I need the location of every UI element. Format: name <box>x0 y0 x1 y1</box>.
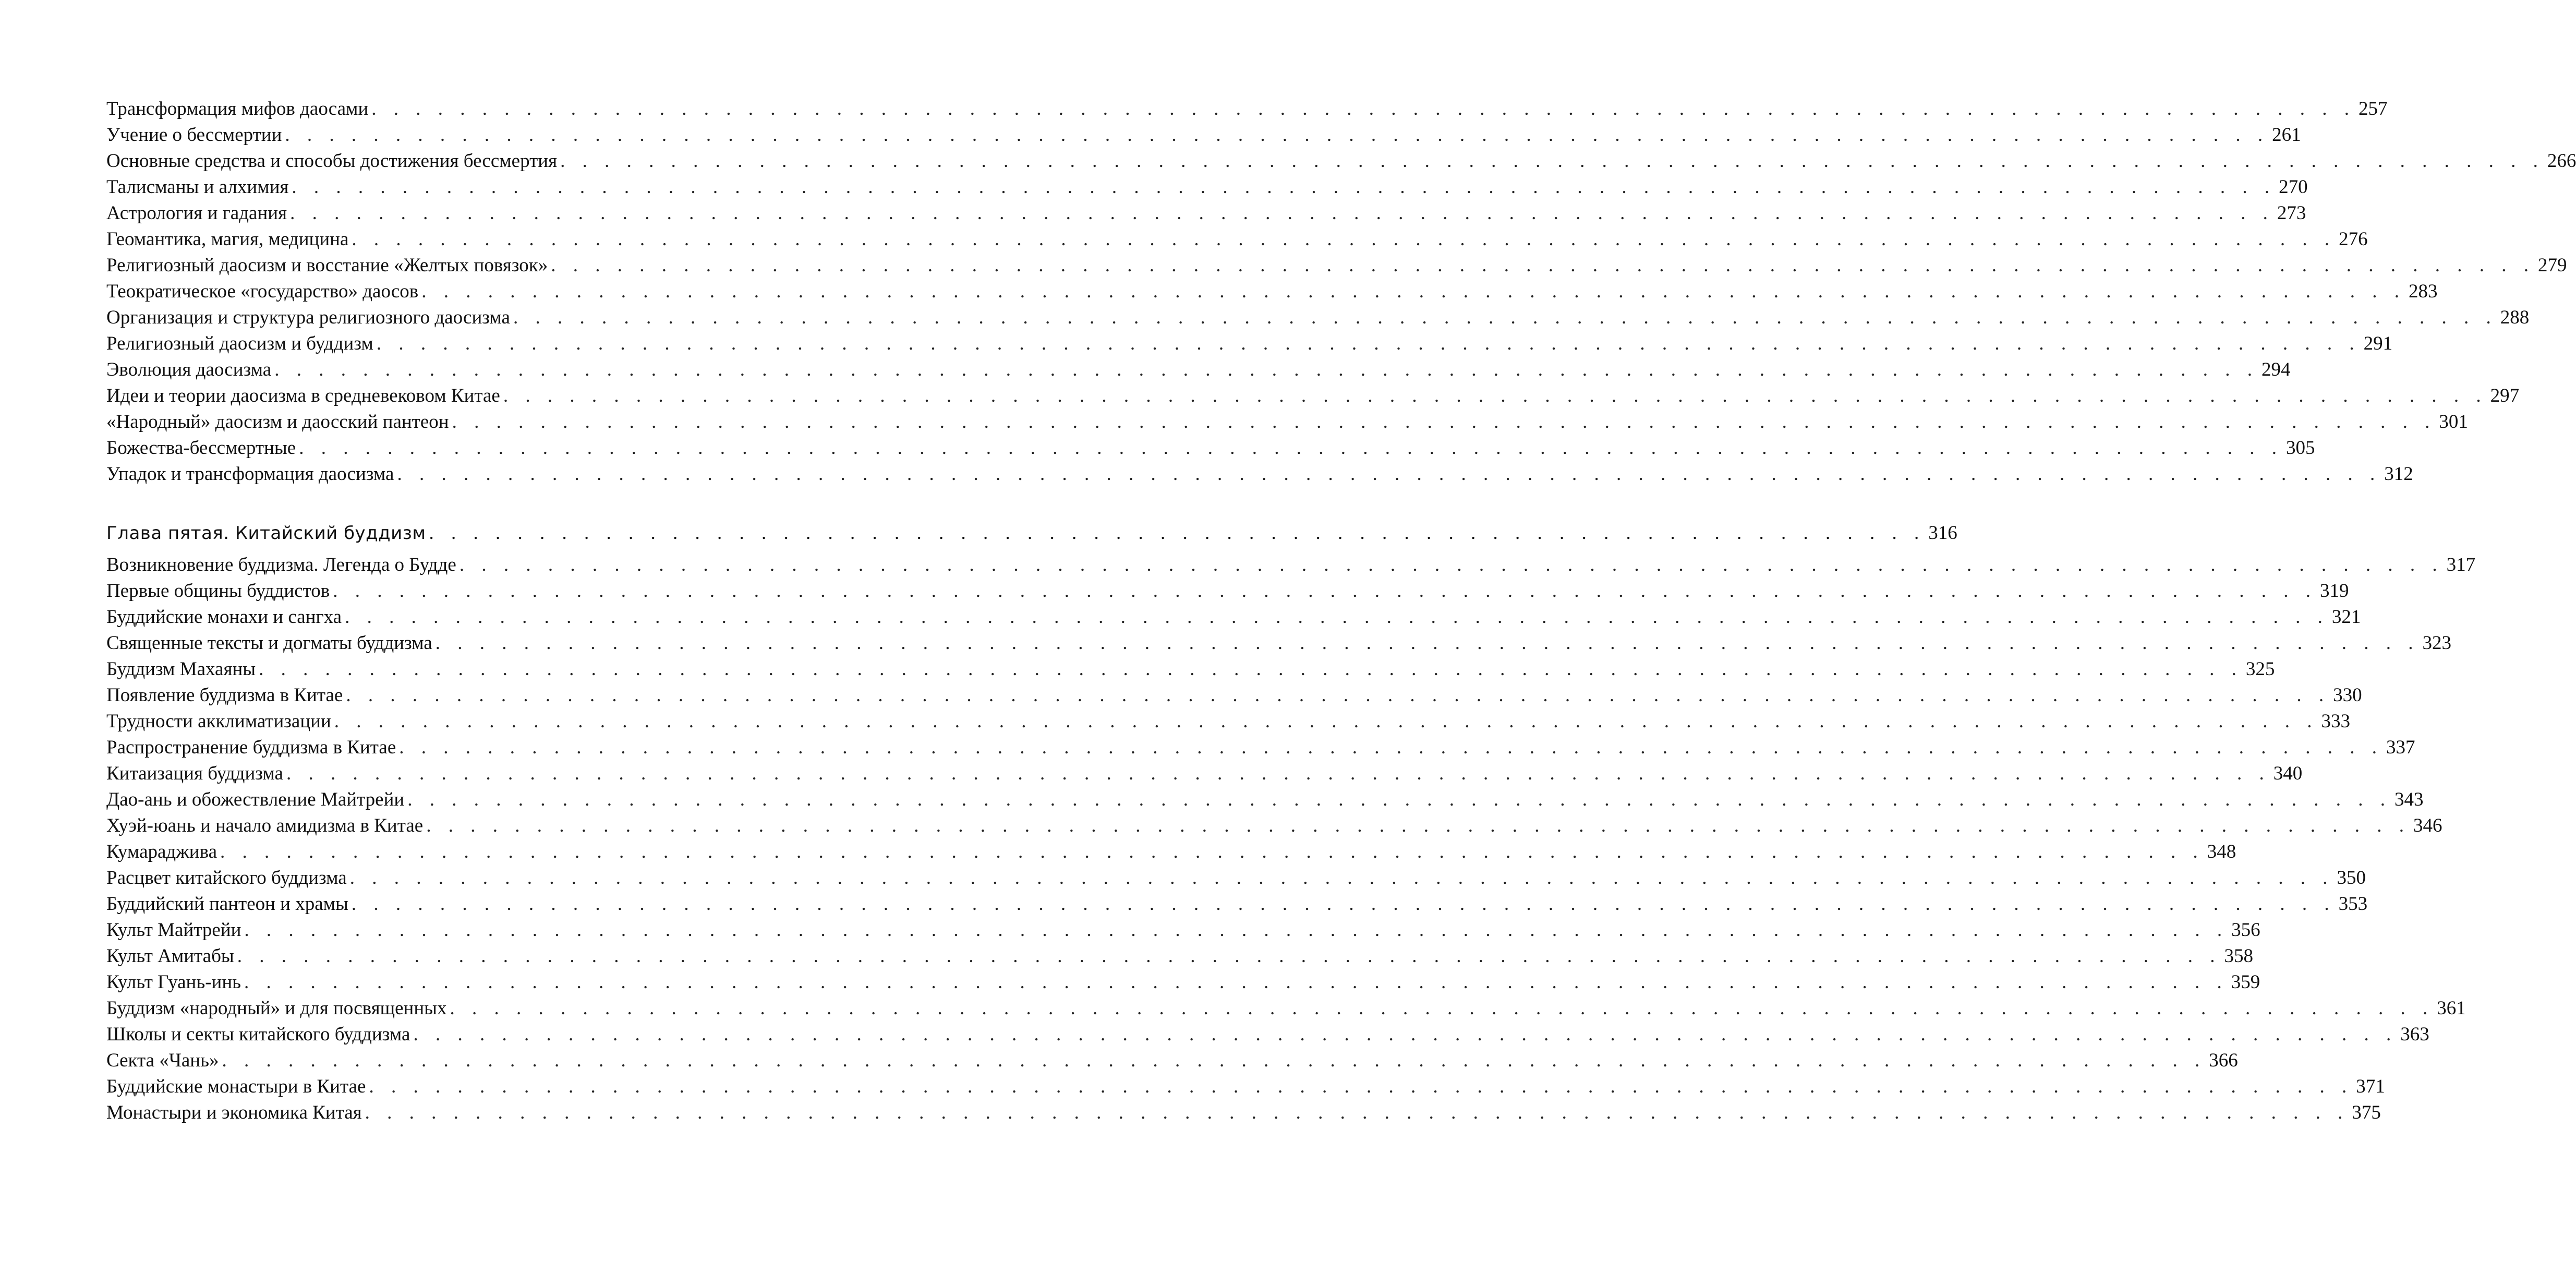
dot-leader: . . . . . . . . . . . . . . . . . . . . . . . . . . . . . . . . . . . . . . . . . . . . . . . . . . . . . . . . . . . . . . . . . . . . . . . . . . . . . . . . . . . . . . . . . . <box>426 815 2410 836</box>
toc-entry-page-number: 323 <box>2422 632 2452 654</box>
toc-entry-page-number: 330 <box>2333 685 2362 706</box>
toc-entry-title: Монастыри и экономика Китая <box>106 1102 362 1123</box>
toc-entry-title: Астрология и гадания <box>106 202 287 224</box>
toc-entry[interactable] <box>106 578 2349 604</box>
toc-entry-page-number: 270 <box>2279 176 2308 198</box>
dot-leader: . . . . . . . . . . . . . . . . . . . . . . . . . . . . . . . . . . . . . . . . . . . . . . . . . . . . . . . . . . . . . . . . . . . . . . . . . . . . . . . . . . . . . . . . . . <box>220 841 2204 862</box>
chapter-page-number: 316 <box>1928 522 1957 544</box>
toc-entry-title: Хуэй-юань и начало амидизма в Китае <box>106 815 424 836</box>
dot-leader: . . . . . . . . . . . . . . . . . . . . . . . . . . . . . . . . . . . . . . . . . . . . . . . . . . . . . . . . . . . . . . . . . . . . . . . . . . . . . . . . . . . . . . . . . . <box>351 893 2336 915</box>
toc-entry-title: Геомантика, магия, медицина <box>106 229 349 250</box>
toc-entry[interactable] <box>106 435 2315 461</box>
toc-entry[interactable] <box>106 552 2476 578</box>
toc-entry-page-number: 359 <box>2231 971 2260 993</box>
toc-entry-title: «Народный» даосизм и даосский пантеон <box>106 411 449 433</box>
dot-leader: . . . . . . . . . . . . . . . . . . . . . . . . . . . . . . . . . . . . . . . . . . . . . . . . . . . . . . . . . . . . . . . . . . . . . . . . . . . . . . . . . . . . . . . . . . <box>285 124 2269 146</box>
toc-entry-title: Расцвет китайского буддизма <box>106 867 347 889</box>
toc-entry[interactable] <box>106 1100 2381 1126</box>
toc-entry-title: Китаизация буддизма <box>106 763 283 784</box>
dot-leader: . . . . . . . . . . . . . . . . . . . . . . . . . . . . . . . . . . . . . . . . . . . . . . . . . . . . . . . . . . . . . . . . . . . . . . . . . . . . . . . . . . . . . . . . . . <box>365 1102 2349 1123</box>
dot-leader: . . . . . . . . . . . . . . . . . . . . . . . . . . . . . . . . . . . . . . . . . . . . . . . . . . . . . . . . . . . . . . . . . . . . . . . . . . . . . . . . . . . . . . . . . . <box>413 1024 2398 1045</box>
toc-entry-page-number: 257 <box>2359 98 2388 119</box>
toc-entry-page-number: 291 <box>2363 333 2393 354</box>
chapter-heading[interactable] <box>106 519 1957 548</box>
toc-section-buddhism <box>106 552 2476 1126</box>
toc-entry[interactable] <box>106 357 2291 383</box>
toc-entry-page-number: 279 <box>2537 255 2567 276</box>
toc-entry-page-number: 283 <box>2409 281 2438 302</box>
dot-leader: . . . . . . . . . . . . . . . . . . . . . . . . . . . . . . . . . . . . . . . . . . . . . . . . . . . . . . . . . . . . . . . . . . . . . . . . . . . . . . . . . . . . . . . . . . <box>435 632 2420 654</box>
toc-entry[interactable] <box>106 839 2236 865</box>
dot-leader: . . . . . . . . . . . . . . . . . . . . . . . . . . . . . . . . . . . . . . . . . . . . . . . . . . . . . . . . . . . . . . . . . . . . <box>429 522 1926 544</box>
toc-entry[interactable] <box>106 174 2308 200</box>
toc-entry-page-number: 361 <box>2437 998 2466 1019</box>
toc-entry-page-number: 266 <box>2547 150 2576 172</box>
toc-entry[interactable] <box>106 891 2368 917</box>
dot-leader: . . . . . . . . . . . . . . . . . . . . . . . . . . . . . . . . . . . . . . . . . . . . . . . . . . . . . . . . . . . . . . . . . . . . . . . . . . . . . . . . . . . . . . . . . . <box>222 1050 2206 1071</box>
toc-entry[interactable] <box>106 943 2254 969</box>
toc-entry[interactable] <box>106 630 2452 656</box>
toc-entry[interactable] <box>106 813 2442 839</box>
toc-entry[interactable] <box>106 1048 2238 1074</box>
dot-leader: . . . . . . . . . . . . . . . . . . . . . . . . . . . . . . . . . . . . . . . . . . . . . . . . . . . . . . . . . . . . . . . . . . . . . . . . . . . . . . . . . . . . . . . . . . <box>334 711 2318 732</box>
toc-entry[interactable] <box>106 865 2366 891</box>
toc-entry-title: Буддийские монастыри в Китае <box>106 1076 366 1097</box>
toc-entry-page-number: 363 <box>2400 1024 2429 1045</box>
dot-leader: . . . . . . . . . . . . . . . . . . . . . . . . . . . . . . . . . . . . . . . . . . . . . . . . . . . . . . . . . . . . . . . . . . . . . . . . . . . . . . . . . . . . . . . . . . <box>450 998 2434 1019</box>
dot-leader: . . . . . . . . . . . . . . . . . . . . . . . . . . . . . . . . . . . . . . . . . . . . . . . . . . . . . . . . . . . . . . . . . . . . . . . . . . . . . . . . . . . . . . . . . . <box>333 580 2317 602</box>
toc-entry[interactable] <box>106 735 2415 761</box>
dot-leader: . . . . . . . . . . . . . . . . . . . . . . . . . . . . . . . . . . . . . . . . . . . . . . . . . . . . . . . . . . . . . . . . . . . . . . . . . . . . . . . . . . . . . . . . . . <box>513 307 2497 328</box>
toc-entry[interactable] <box>106 226 2368 253</box>
toc-entry-page-number: 337 <box>2386 737 2415 758</box>
dot-leader: . . . . . . . . . . . . . . . . . . . . . . . . . . . . . . . . . . . . . . . . . . . . . . . . . . . . . . . . . . . . . . . . . . . . . . . . . . . . . . . . . . . . . . . . . . <box>292 176 2276 198</box>
toc-entry[interactable] <box>106 253 2567 279</box>
toc-entry-title: Дао-ань и обожествление Майтрейи <box>106 789 405 810</box>
section-spacer <box>106 487 715 519</box>
toc-entry-title: Упадок и трансформация даосизма <box>106 463 394 485</box>
dot-leader: . . . . . . . . . . . . . . . . . . . . . . . . . . . . . . . . . . . . . . . . . . . . . . . . . . . . . . . . . . . . . . . . . . . . . . . . . . . . . . . . . . . . . . . . . . <box>459 554 2444 575</box>
toc-entry-page-number: 312 <box>2384 463 2413 485</box>
toc-entry-title: Буддийские монахи и сангха <box>106 606 342 628</box>
toc-entry-page-number: 366 <box>2209 1050 2238 1071</box>
toc-entry[interactable] <box>106 1074 2385 1100</box>
toc-entry[interactable] <box>106 969 2260 995</box>
toc-entry[interactable] <box>106 604 2361 630</box>
toc-entry[interactable] <box>106 279 2438 305</box>
toc-entry-page-number: 333 <box>2321 711 2350 732</box>
toc-entry-title: Культ Амитабы <box>106 945 234 967</box>
toc-entry-title: Культ Гуань-инь <box>106 971 241 993</box>
dot-leader: . . . . . . . . . . . . . . . . . . . . . . . . . . . . . . . . . . . . . . . . . . . . . . . . . . . . . . . . . . . . . . . . . . . . . . . . . . . . . . . . . . . . . . . . . . <box>352 229 2336 250</box>
dot-leader: . . . . . . . . . . . . . . . . . . . . . . . . . . . . . . . . . . . . . . . . . . . . . . . . . . . . . . . . . . . . . . . . . . . . . . . . . . . . . . . . . . . . . . . . . . <box>345 606 2329 628</box>
toc-entry-title: Религиозный даосизм и восстание «Желтых повязок» <box>106 255 548 276</box>
toc-entry-title: Учение о бессмертии <box>106 124 282 146</box>
dot-leader: . . . . . . . . . . . . . . . . . . . . . . . . . . . . . . . . . . . . . . . . . . . . . . . . . . . . . . . . . . . . . . . . . . . . . . . . . . . . . . . . . . . . . . . . . . <box>346 685 2330 706</box>
chapter-title: Глава пятая. Китайский буддизм <box>106 523 426 544</box>
toc-entry[interactable] <box>106 656 2275 682</box>
toc-entry-title: Возникновение буддизма. Легенда о Будде <box>106 554 456 575</box>
toc-entry-title: Школы и секты китайского буддизма <box>106 1024 410 1045</box>
toc-entry-page-number: 371 <box>2356 1076 2385 1097</box>
toc-entry-title: Первые общины буддистов <box>106 580 330 602</box>
dot-leader: . . . . . . . . . . . . . . . . . . . . . . . . . . . . . . . . . . . . . . . . . . . . . . . . . . . . . . . . . . . . . . . . . . . . . . . . . . . . . . . . . . . . . . . . . . <box>244 971 2228 993</box>
toc-entry-title: Кумараджива <box>106 841 217 862</box>
toc-entry-page-number: 288 <box>2500 307 2530 328</box>
toc-entry-title: Религиозный даосизм и буддизм <box>106 333 373 354</box>
dot-leader: . . . . . . . . . . . . . . . . . . . . . . . . . . . . . . . . . . . . . . . . . . . . . . . . . . . . . . . . . . . . . . . . . . . . . . . . . . . . . . . . . . . . . . . . . . <box>244 919 2229 941</box>
toc-entry-title: Появление буддизма в Китае <box>106 685 343 706</box>
dot-leader: . . . . . . . . . . . . . . . . . . . . . . . . . . . . . . . . . . . . . . . . . . . . . . . . . . . . . . . . . . . . . . . . . . . . . . . . . . . . . . . . . . . . . . . . . . <box>551 255 2535 276</box>
toc-entry-page-number: 317 <box>2446 554 2476 575</box>
toc-entry-page-number: 350 <box>2337 867 2366 889</box>
toc-entry-title: Трансформация мифов даосами <box>106 98 369 119</box>
toc-entry-page-number: 301 <box>2439 411 2468 433</box>
toc-entry[interactable] <box>106 787 2424 813</box>
toc-entry[interactable] <box>106 995 2466 1022</box>
toc-entry-title: Теократическое «государство» даосов <box>106 281 419 302</box>
table-of-contents <box>106 96 2576 1126</box>
toc-entry-title: Эволюция даосизма <box>106 359 272 380</box>
toc-entry[interactable] <box>106 331 2393 357</box>
toc-entry-title: Секта «Чань» <box>106 1050 219 1071</box>
toc-entry-title: Буддизм Махаяны <box>106 658 256 680</box>
toc-entry-page-number: 343 <box>2394 789 2424 810</box>
toc-entry[interactable] <box>106 1022 2429 1048</box>
dot-leader: . . . . . . . . . . . . . . . . . . . . . . . . . . . . . . . . . . . . . . . . . . . . . . . . . . . . . . . . . . . . . . . . . . . . . . . . . . . . . . . . . . . . . . . . . . <box>299 437 2283 459</box>
dot-leader: . . . . . . . . . . . . . . . . . . . . . . . . . . . . . . . . . . . . . . . . . . . . . . . . . . . . . . . . . . . . . . . . . . . . . . . . . . . . . . . . . . . . . . . . . . <box>503 385 2487 406</box>
toc-entry-title: Культ Майтрейи <box>106 919 241 941</box>
dot-leader: . . . . . . . . . . . . . . . . . . . . . . . . . . . . . . . . . . . . . . . . . . . . . . . . . . . . . . . . . . . . . . . . . . . . . . . . . . . . . . . . . . . . . . . . . . <box>237 945 2221 967</box>
dot-leader: . . . . . . . . . . . . . . . . . . . . . . . . . . . . . . . . . . . . . . . . . . . . . . . . . . . . . . . . . . . . . . . . . . . . . . . . . . . . . . . . . . . . . . . . . . <box>290 202 2274 224</box>
dot-leader: . . . . . . . . . . . . . . . . . . . . . . . . . . . . . . . . . . . . . . . . . . . . . . . . . . . . . . . . . . . . . . . . . . . . . . . . . . . . . . . . . . . . . . . . . . <box>259 658 2243 680</box>
toc-entry-page-number: 375 <box>2352 1102 2381 1123</box>
dot-leader: . . . . . . . . . . . . . . . . . . . . . . . . . . . . . . . . . . . . . . . . . . . . . . . . . . . . . . . . . . . . . . . . . . . . . . . . . . . . . . . . . . . . . . . . . . <box>452 411 2436 433</box>
toc-entry[interactable] <box>106 200 2306 226</box>
dot-leader: . . . . . . . . . . . . . . . . . . . . . . . . . . . . . . . . . . . . . . . . . . . . . . . . . . . . . . . . . . . . . . . . . . . . . . . . . . . . . . . . . . . . . . . . . . <box>274 359 2258 380</box>
dot-leader: . . . . . . . . . . . . . . . . . . . . . . . . . . . . . . . . . . . . . . . . . . . . . . . . . . . . . . . . . . . . . . . . . . . . . . . . . . . . . . . . . . . . . . . . . . <box>397 463 2381 485</box>
toc-entry-page-number: 294 <box>2261 359 2291 380</box>
toc-entry[interactable] <box>106 305 2530 331</box>
dot-leader: . . . . . . . . . . . . . . . . . . . . . . . . . . . . . . . . . . . . . . . . . . . . . . . . . . . . . . . . . . . . . . . . . . . . . . . . . . . . . . . . . . . . . . . . . . <box>421 281 2406 302</box>
toc-entry-page-number: 356 <box>2231 919 2260 941</box>
toc-entry[interactable] <box>106 761 2303 787</box>
dot-leader: . . . . . . . . . . . . . . . . . . . . . . . . . . . . . . . . . . . . . . . . . . . . . . . . . . . . . . . . . . . . . . . . . . . . . . . . . . . . . . . . . . . . . . . . . . <box>349 867 2334 889</box>
toc-entry-title: Распространение буддизма в Китае <box>106 737 396 758</box>
toc-section-daoism <box>106 96 2576 487</box>
toc-entry-title: Организация и структура религиозного даосизма <box>106 307 510 328</box>
toc-entry[interactable] <box>106 682 2362 709</box>
dot-leader: . . . . . . . . . . . . . . . . . . . . . . . . . . . . . . . . . . . . . . . . . . . . . . . . . . . . . . . . . . . . . . . . . . . . . . . . . . . . . . . . . . . . . . . . . . <box>371 98 2355 119</box>
toc-entry-page-number: 348 <box>2207 841 2236 862</box>
toc-entry-title: Основные средства и способы достижения бессмертия <box>106 150 558 172</box>
toc-entry[interactable] <box>106 96 2388 122</box>
toc-entry-title: Буддийский пантеон и храмы <box>106 893 348 915</box>
toc-entry-page-number: 325 <box>2245 658 2275 680</box>
toc-entry-page-number: 346 <box>2413 815 2442 836</box>
toc-entry-title: Трудности акклиматизации <box>106 711 331 732</box>
toc-entry-page-number: 353 <box>2338 893 2368 915</box>
toc-entry-page-number: 321 <box>2331 606 2361 628</box>
dot-leader: . . . . . . . . . . . . . . . . . . . . . . . . . . . . . . . . . . . . . . . . . . . . . . . . . . . . . . . . . . . . . . . . . . . . . . . . . . . . . . . . . . . . . . . . . . <box>286 763 2270 784</box>
dot-leader: . . . . . . . . . . . . . . . . . . . . . . . . . . . . . . . . . . . . . . . . . . . . . . . . . . . . . . . . . . . . . . . . . . . . . . . . . . . . . . . . . . . . . . . . . . <box>369 1076 2353 1097</box>
toc-entry[interactable] <box>106 461 2413 487</box>
toc-entry[interactable] <box>106 383 2520 409</box>
dot-leader: . . . . . . . . . . . . . . . . . . . . . . . . . . . . . . . . . . . . . . . . . . . . . . . . . . . . . . . . . . . . . . . . . . . . . . . . . . . . . . . . . . . . . . . . . . <box>399 737 2383 758</box>
toc-entry-title: Божества-бессмертные <box>106 437 296 459</box>
toc-entry[interactable] <box>106 122 2301 148</box>
toc-entry-page-number: 340 <box>2273 763 2303 784</box>
dot-leader: . . . . . . . . . . . . . . . . . . . . . . . . . . . . . . . . . . . . . . . . . . . . . . . . . . . . . . . . . . . . . . . . . . . . . . . . . . . . . . . . . . . . . . . . . . <box>407 789 2391 810</box>
toc-entry-title: Буддизм «народный» и для посвященных <box>106 998 447 1019</box>
toc-entry-page-number: 297 <box>2490 385 2520 406</box>
toc-entry[interactable] <box>106 148 2576 174</box>
dot-leader: . . . . . . . . . . . . . . . . . . . . . . . . . . . . . . . . . . . . . . . . . . . . . . . . . . . . . . . . . . . . . . . . . . . . . . . . . . . . . . . . . . . . . . . . . . <box>560 150 2544 172</box>
toc-entry[interactable] <box>106 917 2260 943</box>
toc-entry-page-number: 276 <box>2339 229 2368 250</box>
dot-leader: . . . . . . . . . . . . . . . . . . . . . . . . . . . . . . . . . . . . . . . . . . . . . . . . . . . . . . . . . . . . . . . . . . . . . . . . . . . . . . . . . . . . . . . . . . <box>376 333 2361 354</box>
toc-entry-page-number: 358 <box>2224 945 2254 967</box>
toc-entry-page-number: 261 <box>2272 124 2301 146</box>
toc-entry-page-number: 305 <box>2285 437 2315 459</box>
toc-entry-title: Талисманы и алхимия <box>106 176 289 198</box>
toc-entry[interactable] <box>106 409 2468 435</box>
toc-entry-page-number: 273 <box>2277 202 2306 224</box>
toc-entry-title: Идеи и теории даосизма в средневековом Китае <box>106 385 500 406</box>
toc-entry-title: Священные тексты и догматы буддизма <box>106 632 432 654</box>
toc-entry[interactable] <box>106 709 2350 735</box>
toc-entry-page-number: 319 <box>2320 580 2349 602</box>
